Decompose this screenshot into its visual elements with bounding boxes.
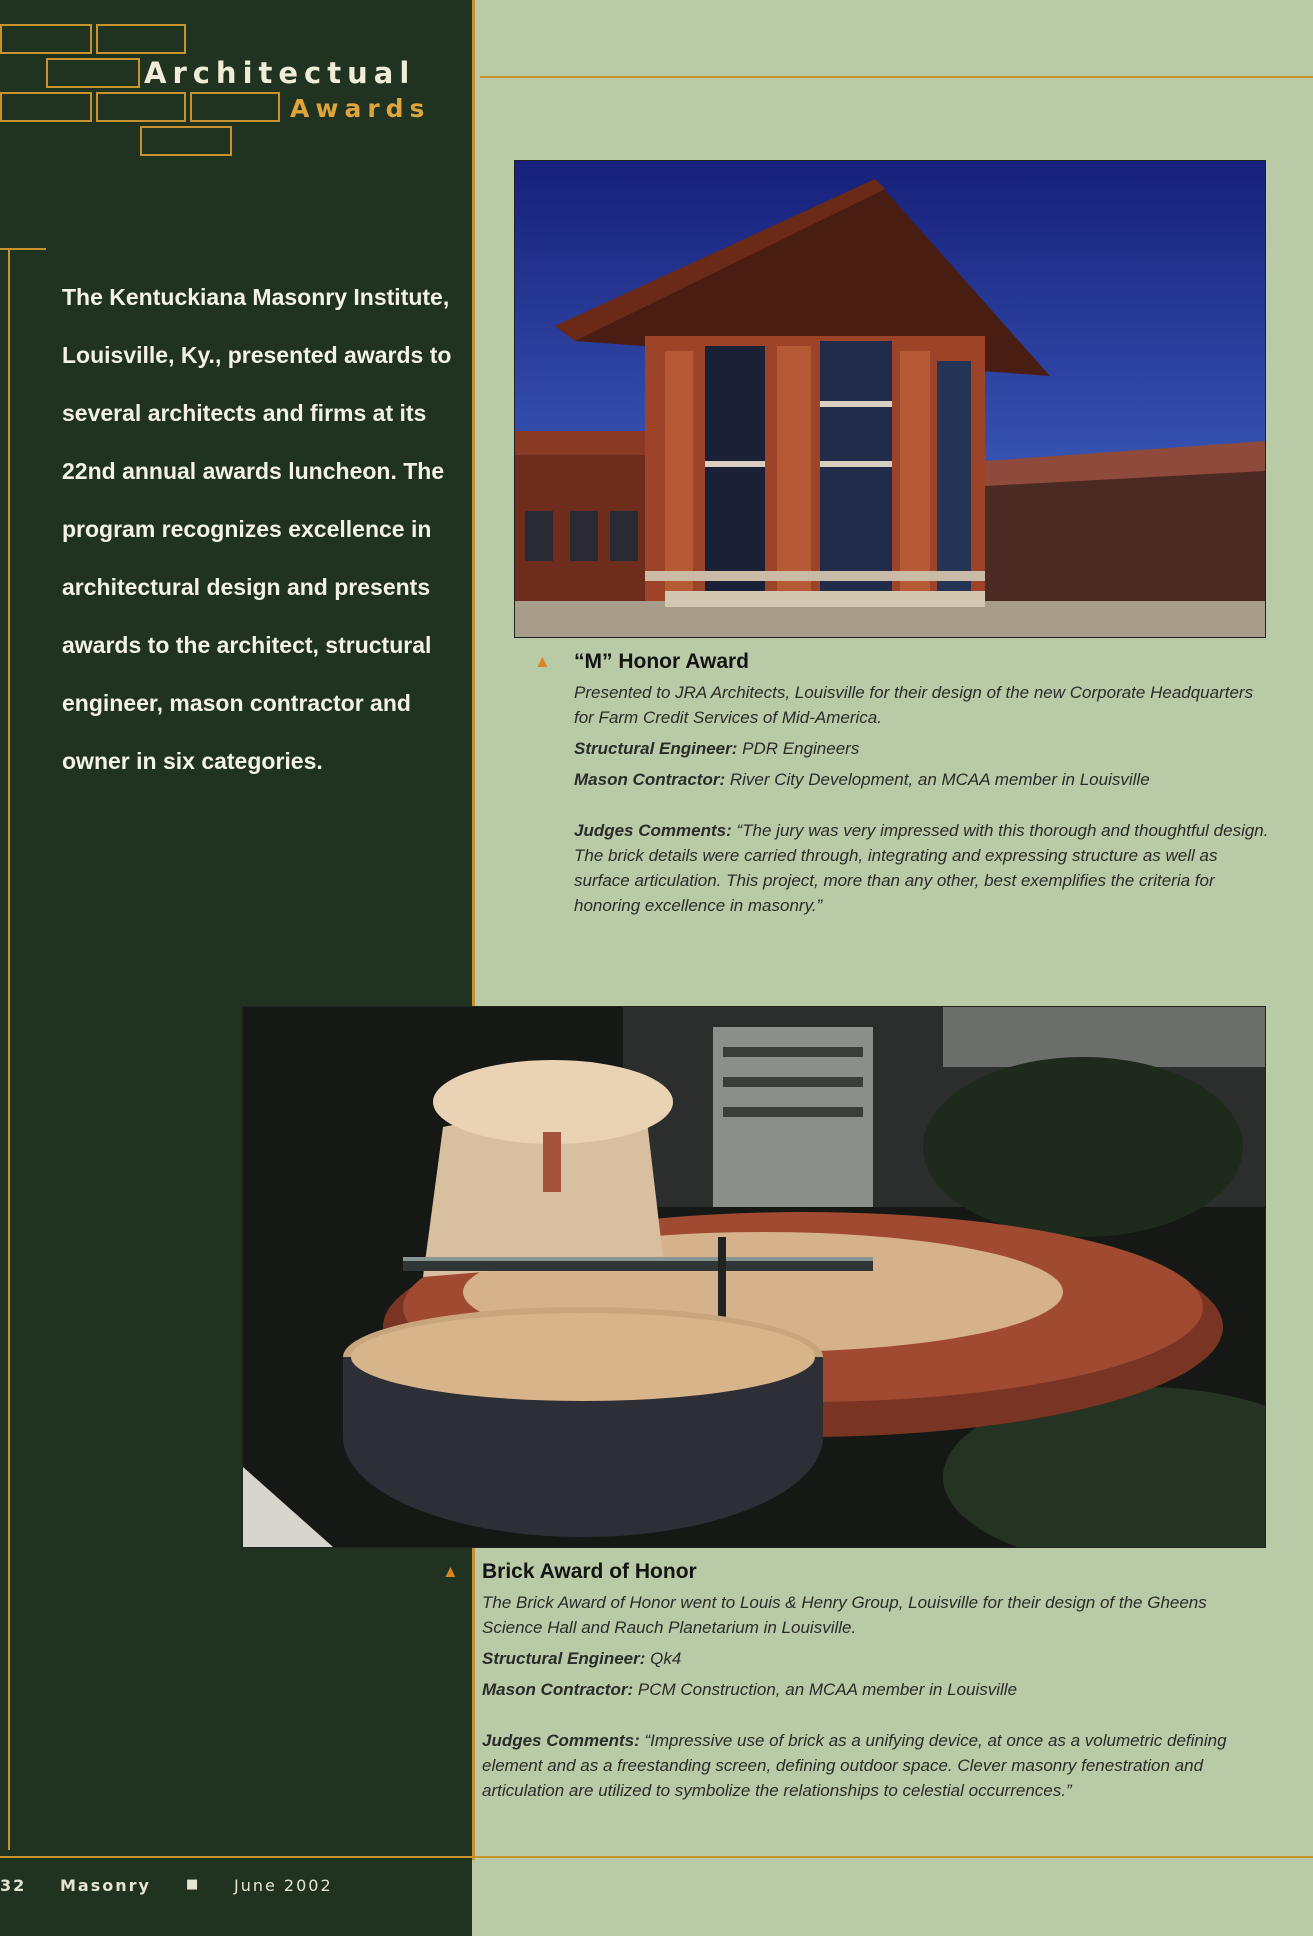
engineer-value: Qk4 (650, 1649, 682, 1668)
engineer-label: Structural Engineer: (482, 1649, 646, 1668)
comments-label: Judges Comments: (574, 821, 732, 840)
contractor-value: PCM Construction, an MCAA member in Louisville (637, 1680, 1018, 1699)
comments-value: “The jury was very impressed with this thorough and thoughtful design. The brick details were carried through, integrating and expressing structure as well as surface articulation. This project, more than any other, best exemplifies the criteria for honoring excellence in masonry.” (574, 821, 1269, 915)
engineer-label: Structural Engineer: (574, 739, 738, 758)
award-title: “M” Honor Award (574, 650, 750, 673)
issue-date: June 2002 (234, 1876, 333, 1895)
contractor-label: Mason Contractor: (482, 1680, 634, 1699)
award-description: The Brick Award of Honor went to Louis & Henry Group, Louisville for their design of the Gheens Science Hall and Rauch Planetarium in Louisville. (482, 1593, 1207, 1637)
header-title-line2: Awards (290, 94, 431, 123)
footer-separator-icon: ■ (186, 1877, 201, 1892)
footer-rule (0, 1856, 1313, 1858)
intro-rule (0, 248, 46, 250)
intro-paragraph: The Kentuckiana Masonry Institute, Louisville, Ky., presented awards to several architects and firms at its 22nd annual awards luncheon. The program recognizes excellence in architectural design and presents awards to the architect, structural engineer, mason contractor and owner in six categories. (62, 284, 452, 774)
award-caption-m-honor (534, 650, 1274, 918)
header-title-line1: Architectual (144, 56, 416, 90)
top-rule (480, 76, 1313, 78)
photo-corporate-headquarters (514, 160, 1266, 638)
triangle-bullet-icon: ▲ (442, 1562, 459, 1581)
contractor-value: River City Development, an MCAA member in Louisville (729, 770, 1150, 789)
photo-planetarium (242, 1006, 1266, 1548)
award-title: Brick Award of Honor (482, 1560, 697, 1583)
contractor-label: Mason Contractor: (574, 770, 726, 789)
sidebar-vertical-rule (8, 250, 10, 1850)
comments-value: “Impressive use of brick as a unifying device, at once as a volumetric defining element and as a freestanding screen, defining outdoor space. Clever masonry fenestration and articulation are utilized to symbolize the relationships to celestial occurrences.” (482, 1731, 1227, 1800)
page-number: 32 (0, 1876, 27, 1895)
triangle-bullet-icon: ▲ (534, 652, 551, 671)
award-description: Presented to JRA Architects, Louisville for their design of the new Corporate Headquarters for Farm Credit Services of Mid-America. (574, 683, 1254, 727)
comments-label: Judges Comments: (482, 1731, 640, 1750)
magazine-name: Masonry (60, 1876, 151, 1895)
award-caption-brick-honor (442, 1560, 1262, 1803)
engineer-value: PDR Engineers (742, 739, 860, 758)
